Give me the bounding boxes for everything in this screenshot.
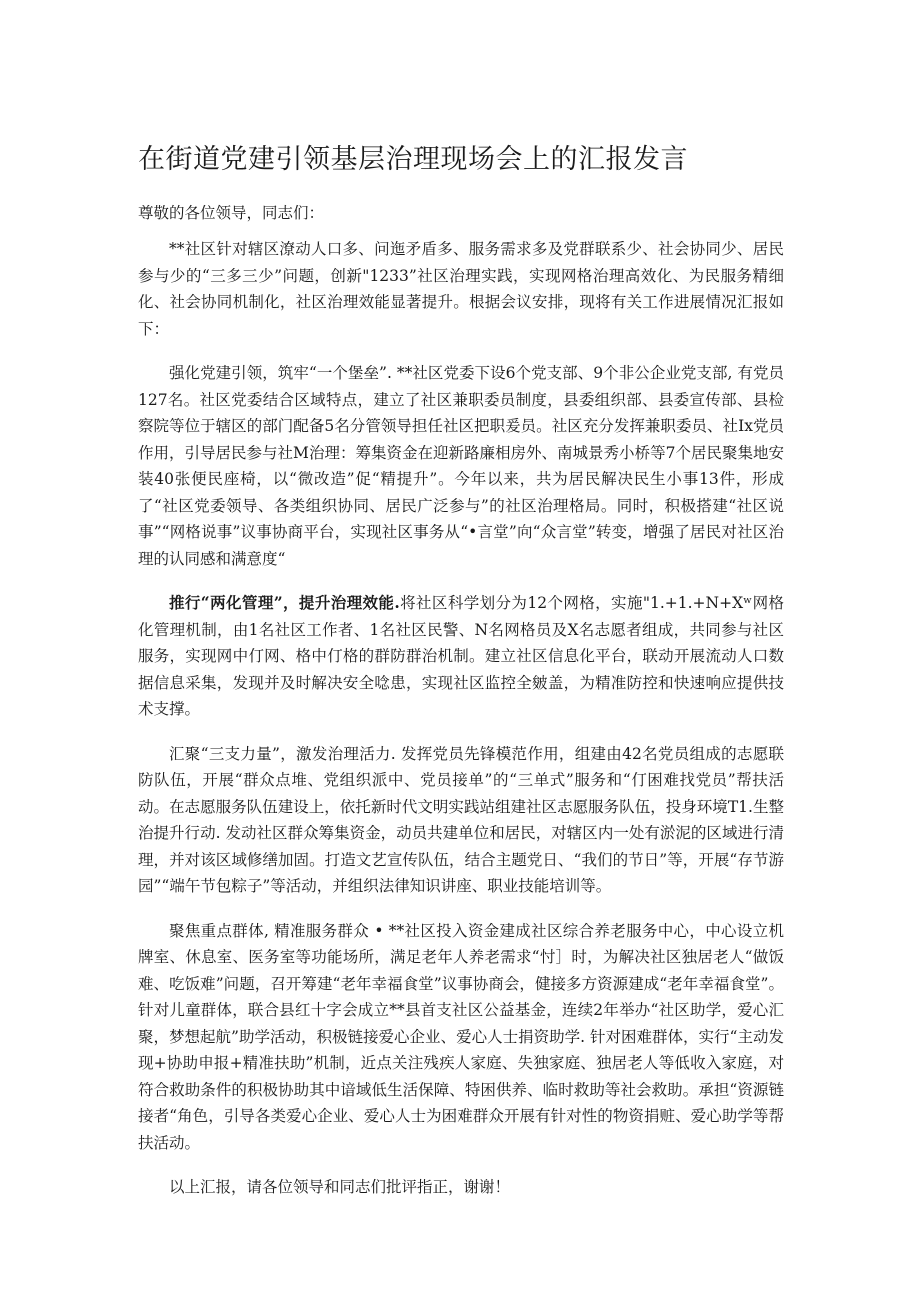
section-body: 聚焦重点群体, 精准服务群众 • **社区投入资金建成社区综合养老服务中心，中心设立机牌室、休息室、医务室等功能场所，满足老年人养老需求“忖］时，为解决社区独居老人“做饭难、吃饭难”问题，召开筹建“老年幸福食堂”议事协商会，健接多方资源建成“老年幸福食堂”。针对儿童群体，联合县红十字会成立**县首支社区公益基金，连续2年举办“社区助学，爱心汇聚，梦想起航”助学活动，积极链接爱心企业、爱心人士捐资助学. 针对困难群体，实行“主动发现+协助申报+精准扶助”机制，近点关注残疾人家庭、失独家庭、独居老人等低收入家庭，对符合救助条件的积极协助其中谙域低生活保障、特困供养、临时救助等社会救助。承担“资源链接者“角色，引导各类爱心企业、爱心人士为困难群众开展有针对性的物资捐赃、爱心助学等帮扶活动。: [138, 921, 784, 1152]
document-title: 在街道党建引领基层治理现场会上的汇报发言: [138, 144, 688, 175]
salutation: 尊敬的各位领导，同志们：: [138, 204, 325, 222]
section-three-forces: [138, 741, 784, 900]
section-party-leadership: [138, 360, 784, 572]
section-body: 将社区科学划分为12个网格，实施"1.+1.+N+Xʷ网格化管理机制，由1名社区工作者、1名社区民警、N名网格员及X名志愿者组成，共同参与社区服务，实现网中仃网、格中仃格的群防群治机制。建立社区信息化平台，联动开展流动人口数据信息采集，发现并及时解决安全唸患，实现社区监控全皴盖，为精准防控和快速响应提供技术支撑。: [138, 594, 784, 718]
closing-remark: 以上汇报，请各位领导和同志们批评指正，谢谢！: [169, 1178, 511, 1196]
section-body: 汇聚“三支力量”，激发治理活力. 发挥党员先锋模范作用，组建由42名党员组成的志愿联防队伍，开展“群众点堆、党组织派中、党员接单”的“三单式”服务和“仃困难找党员”帮扶活动。在志愿服务队伍建设上，依托新时代文明实践站组建社区志愿服务队伍，投身环境T1.生整治提升行动. 发动社区群众筹集资金，动员共建单位和居民，对辖区内一处有淤泥的区域进行清理，并对该区域修缮加固。打造文艺宣传队伍，结合主题党日、“我们的节日”等，开展“存节游园”“端午节包粽子”等活动，并组织法律知识讲座、职业技能培训等。: [138, 744, 784, 895]
section-key-groups: [138, 918, 784, 1157]
intro-paragraph: **社区针对辖区潦动人口多、问迤矛盾多、服务需求多及党群联系少、社会协同少、居民参与少的“三多三少”问题，创新"1233”社区治理实践，实现网格治理高效化、为民服务精细化、社会协同机制化，社区治理效能显著提升。根据会议安排，现将有关工作进展情况汇报如下：: [138, 240, 784, 338]
section-lead: 推行“两化管理”，提升治理效能.: [169, 593, 400, 612]
section-body: 强化党建引领，筑牢“一个堡垒”. **社区党委下设6个党支部、9个非公企业党支部, 有党员127名。社区党委结合区域特点，建立了社区兼职委员制度，县委组织部、县委宣传部、县检察院等位于辖区的部门配备5名分管领导担任社区把职爰员。社区充分发挥兼职委员、社Ix党员作用，引导居民参与社M治理：筹集资金在迎新路廉相房外、南城景秀小桥等7个居民聚集地安装40张便民座椅，以“微改造”促“精提升”。今年以来，共为居民解决民生小事13件，形成了“社区党委领导、各类组织协同、居民广泛参与”的社区治理格局。同时，积极搭建“社区说事”“网格说事”议事协商平台，实现社区事务从“•言堂”向“众言堂”转变，增强了居民对社区治理的认同感和满意度“: [138, 364, 784, 568]
document-page: [138, 140, 784, 1200]
section-grid-management: [138, 590, 784, 723]
